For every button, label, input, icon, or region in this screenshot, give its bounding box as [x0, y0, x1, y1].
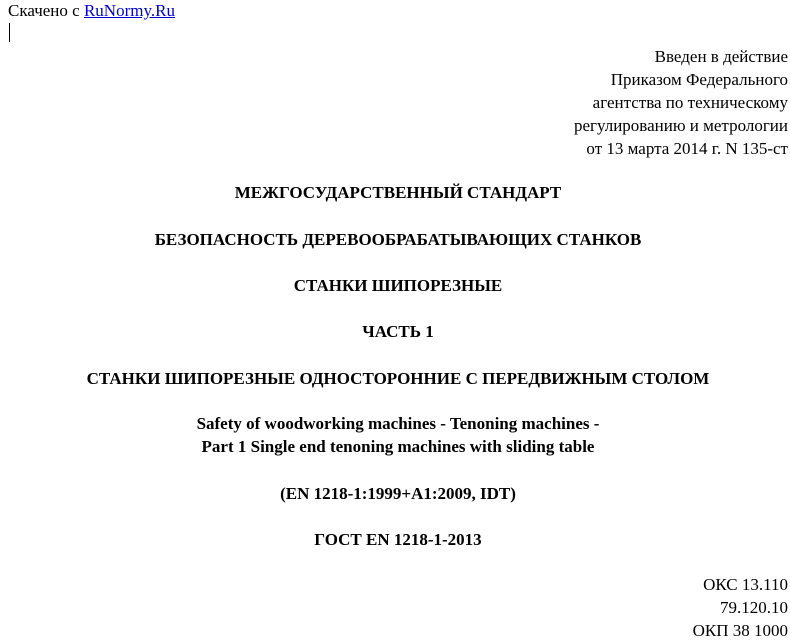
approval-line: Приказом Федерального: [610, 70, 788, 89]
source-link[interactable]: RuNormy.Ru: [83, 1, 175, 20]
part-number: ЧАСТЬ 1: [362, 322, 434, 341]
equivalence-note: (EN 1218-1:1999+A1:2009, IDT): [280, 484, 516, 503]
classification-codes: [693, 573, 788, 642]
part-title: СТАНКИ ШИПОРЕЗНЫЕ ОДНОСТОРОННИЕ С ПЕРЕДВИЖНЫМ СТОЛОМ: [86, 369, 710, 388]
english-title-line: Safety of woodworking machines - Tenoning machines -: [196, 414, 600, 433]
approval-line: от 13 марта 2014 г. N 135-ст: [586, 139, 788, 158]
english-title-line: Part 1 Single end tenoning machines with sliding table: [201, 437, 595, 456]
text-cursor: [9, 23, 10, 42]
standard-subtitle: СТАНКИ ШИПОРЕЗНЫЕ: [293, 276, 503, 295]
standard-designation: ГОСТ EN 1218-1-2013: [314, 530, 482, 549]
code-line: ОКП 38 1000: [692, 621, 788, 640]
approval-block: [574, 45, 788, 160]
source-prefix: Скачено с: [8, 1, 84, 20]
standard-type: МЕЖГОСУДАРСТВЕННЫЙ СТАНДАРТ: [234, 183, 562, 202]
code-line: 79.120.10: [720, 598, 788, 617]
standard-title: БЕЗОПАСНОСТЬ ДЕРЕВООБРАБАТЫВАЮЩИХ СТАНКОВ: [154, 230, 642, 249]
english-title: [0, 412, 790, 458]
approval-line: Введен в действие: [654, 47, 788, 66]
approval-line: агентства по техническому: [592, 93, 788, 112]
source-line: [8, 1, 175, 21]
approval-line: регулированию и метрологии: [573, 116, 788, 135]
code-line: ОКС 13.110: [703, 575, 788, 594]
